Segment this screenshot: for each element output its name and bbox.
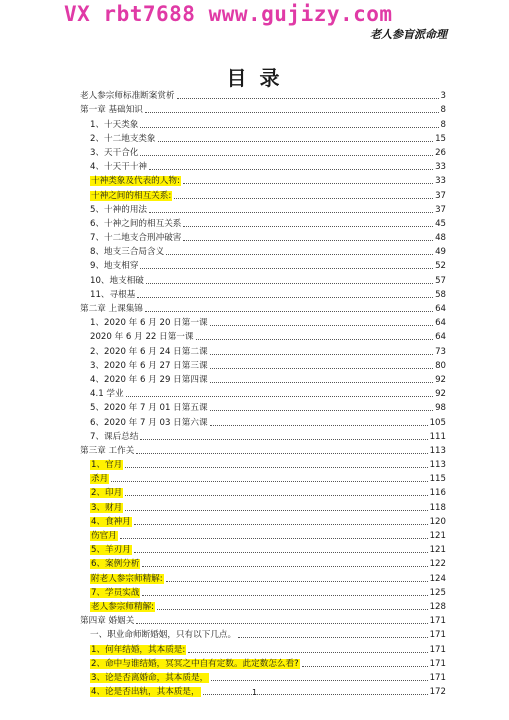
toc-entry[interactable] [80,158,446,172]
dot-leader [125,494,427,496]
toc-entry-label: 4、2020 年 6 月 29 日第四课 [90,374,208,385]
toc-entry-label: 杀月 [91,474,109,485]
toc-entry-page: 58 [435,289,446,300]
toc-entry-label: 4.1 学业 [90,389,124,400]
toc-entry-label: 一、职业命师断婚姻，只有以下几点。 [90,630,237,641]
dot-leader [210,424,428,426]
toc-entry-label: 第四章 婚姻关 [80,616,135,627]
toc-entry-label: 9、地支相穿 [90,261,139,272]
toc-entry-label: 7、十二地支合刑冲破害 [90,233,182,244]
toc-entry[interactable] [80,626,446,640]
toc-entry-label: 5、2020 年 7 月 01 日第五课 [90,403,208,414]
dot-leader [140,267,433,269]
toc-entry[interactable] [80,314,446,328]
dot-leader [210,409,434,411]
dot-leader [126,395,433,397]
page-number: 1 [251,688,258,697]
toc-entry-page: 57 [435,275,446,286]
toc-entry[interactable] [80,215,446,229]
dot-leader [174,197,433,199]
toc-entry[interactable] [80,87,446,101]
watermark-text: VX rbt7688 www.gujizy.com [64,2,393,26]
toc-entry[interactable] [80,115,446,129]
toc-entry-page: 26 [435,147,446,158]
toc-entry-label: 7、学员实战 [91,587,140,598]
toc-entry-label: 6、十神之间的相互关系 [90,218,182,229]
toc-entry[interactable] [80,527,446,541]
dot-leader [188,651,427,653]
dot-leader [210,381,434,383]
toc-entry-page: 124 [429,573,446,584]
toc-entry-label: 10、地支相破 [90,275,144,286]
toc-entry-label: 11、寻根基 [90,289,136,300]
toc-entry[interactable] [80,584,446,598]
page-title: 目 录 [226,66,283,90]
toc-entry-label: 8、地支三合局含义 [90,247,165,258]
toc-entry-label: 1、2020 年 6 月 20 日第一课 [90,318,208,329]
toc-entry[interactable] [80,371,446,385]
toc-entry-page: 121 [429,531,446,541]
dot-leader [125,466,427,468]
toc-entry-page: 33 [435,162,446,173]
toc-entry-page: 115 [429,474,446,485]
toc-entry-page: 64 [435,332,446,343]
toc-entry-label: 1、官月 [91,460,123,471]
toc-entry-label: 2、印月 [91,488,123,499]
toc-entry[interactable] [80,442,446,456]
table-of-contents [80,87,446,697]
toc-entry-label: 4、论是否出轨，其本质是， [91,687,200,698]
toc-entry[interactable] [80,130,446,144]
toc-entry-page: 45 [435,218,446,229]
toc-entry[interactable] [80,640,446,654]
toc-entry[interactable] [80,357,446,371]
toc-entry-label: 4、十天干十神 [90,162,148,173]
dot-leader [137,296,433,298]
toc-entry-page: 37 [435,190,446,201]
toc-entry-label: 1、何年结婚，其本质是: [91,644,186,655]
dot-leader [210,324,434,326]
dot-leader [158,140,433,142]
dot-leader [211,679,427,681]
toc-entry-page: 92 [435,389,446,400]
toc-entry-label: 2、十二地支类象 [90,133,156,144]
toc-entry-page: 116 [429,488,446,499]
dot-leader [140,438,427,440]
toc-entry[interactable] [80,243,446,257]
toc-entry-label: 6、2020 年 7 月 03 日第六课 [90,417,208,428]
toc-entry[interactable] [80,385,446,399]
toc-entry-label: 5、十神的用法 [90,204,148,215]
toc-entry[interactable] [80,201,446,215]
toc-entry-label: 老人参宗师精解: [91,601,155,612]
toc-entry-label: 附老人参宗师精解: [91,573,163,584]
toc-entry[interactable] [80,428,446,442]
dot-leader [238,636,427,638]
toc-entry[interactable] [80,257,446,271]
toc-entry[interactable] [80,484,446,498]
toc-entry-label: 第三章 工作关 [80,445,135,456]
toc-entry[interactable] [80,669,446,683]
toc-entry[interactable] [80,286,446,300]
dot-leader [183,225,433,227]
dot-leader [177,97,439,99]
toc-entry-page: 52 [435,261,446,272]
dot-leader [136,452,427,454]
toc-entry-page: 128 [429,601,446,612]
toc-entry-label: 3、财月 [91,502,123,513]
toc-entry[interactable] [80,144,446,158]
toc-entry-page: 171 [429,672,446,683]
toc-entry[interactable] [80,456,446,470]
dot-leader [140,126,438,128]
dot-leader [136,622,427,624]
dot-leader [134,551,428,553]
toc-entry-label: 1、十天类象 [90,119,139,130]
toc-entry-page: 171 [429,616,446,627]
toc-entry[interactable] [80,413,446,427]
toc-entry[interactable] [80,555,446,569]
toc-entry[interactable] [80,101,446,115]
dot-leader [183,182,433,184]
toc-entry-label: 第二章 上课集锦 [80,304,143,314]
toc-entry-page: 98 [435,403,446,414]
toc-entry[interactable] [80,513,446,527]
toc-entry-page: 37 [435,204,446,215]
toc-entry[interactable] [80,498,446,512]
dot-leader [149,211,433,213]
dot-leader [210,367,434,369]
dot-leader [125,509,427,511]
toc-entry-label: 3、论是否离婚命，其本质是， [91,672,209,683]
toc-entry-page: 8 [440,119,446,130]
toc-entry-page: 64 [435,304,446,314]
brand-label: 老人参盲派命理 [370,28,447,41]
toc-entry[interactable] [80,470,446,484]
toc-entry-page: 171 [429,658,446,669]
toc-entry-page: 125 [429,587,446,598]
toc-entry-page: 73 [435,346,446,357]
dot-leader [111,480,427,482]
toc-entry-label: 4、食神月 [91,516,131,527]
toc-entry-label: 第一章 基础知识 [80,105,143,116]
toc-entry[interactable] [80,541,446,555]
toc-entry-page: 48 [435,233,446,244]
dot-leader [134,523,428,525]
toc-entry-label: 老人参宗师标准断案赏析 [80,91,175,102]
toc-entry[interactable] [80,186,446,200]
dot-leader [145,111,439,113]
dot-leader [142,594,427,596]
dot-leader [140,154,433,156]
toc-entry-page: 111 [429,431,446,442]
toc-entry-label: 2020 年 6 月 22 日第一课 [90,332,194,343]
toc-entry-label: 5、羊刃月 [91,545,131,556]
dot-leader [157,608,428,610]
toc-entry[interactable] [80,612,446,626]
toc-entry-page: 122 [429,559,446,570]
dot-leader [196,338,434,340]
toc-entry[interactable] [80,569,446,583]
dot-leader [166,253,433,255]
toc-entry-page: 113 [429,460,446,471]
toc-entry[interactable] [80,399,446,413]
toc-entry-page: 64 [435,318,446,329]
toc-entry-page: 33 [435,176,446,187]
toc-entry-label: 3、2020 年 6 月 27 日第三课 [90,360,208,371]
toc-entry[interactable] [80,328,446,342]
toc-entry-page: 105 [429,417,446,428]
toc-entry[interactable] [80,300,446,314]
toc-entry-page: 80 [435,360,446,371]
toc-entry[interactable] [80,598,446,612]
dot-leader [145,310,433,312]
toc-entry-page: 120 [429,516,446,527]
dot-leader [149,168,433,170]
dot-leader [183,239,433,241]
toc-entry-page: 118 [429,502,446,513]
toc-entry-page: 15 [435,133,446,144]
toc-entry-label: 十神类象及代表的人物: [91,176,180,187]
toc-entry[interactable] [80,172,446,186]
dot-leader [142,565,427,567]
toc-entry-page: 171 [429,644,446,655]
toc-entry[interactable] [80,655,446,669]
toc-entry[interactable] [80,229,446,243]
dot-leader [166,580,428,582]
dot-leader [120,537,428,539]
dot-leader [210,353,434,355]
toc-entry-page: 3 [440,91,446,102]
toc-entry-page: 49 [435,247,446,258]
toc-entry-label: 2、2020 年 6 月 24 日第二课 [90,346,208,357]
dot-leader [146,282,433,284]
toc-entry-page: 92 [435,374,446,385]
toc-entry-label: 十神之间的相互关系: [91,190,172,201]
dot-leader [302,665,428,667]
toc-entry[interactable] [80,271,446,285]
toc-entry-label: 7、课后总结 [90,431,139,442]
toc-entry-page: 8 [440,105,446,116]
toc-entry-page: 171 [429,630,446,641]
toc-entry-page: 113 [429,445,446,456]
toc-entry-page: 172 [429,687,446,698]
toc-entry[interactable] [80,342,446,356]
toc-entry-label: 6、案例分析 [91,559,140,570]
toc-entry-label: 伤官月 [91,531,117,541]
toc-entry-page: 121 [429,545,446,556]
toc-entry-label: 3、天干合化 [90,147,139,158]
toc-entry-label: 2、命中与谁结婚，冥冥之中自有定数。此定数怎么看? [91,658,299,669]
